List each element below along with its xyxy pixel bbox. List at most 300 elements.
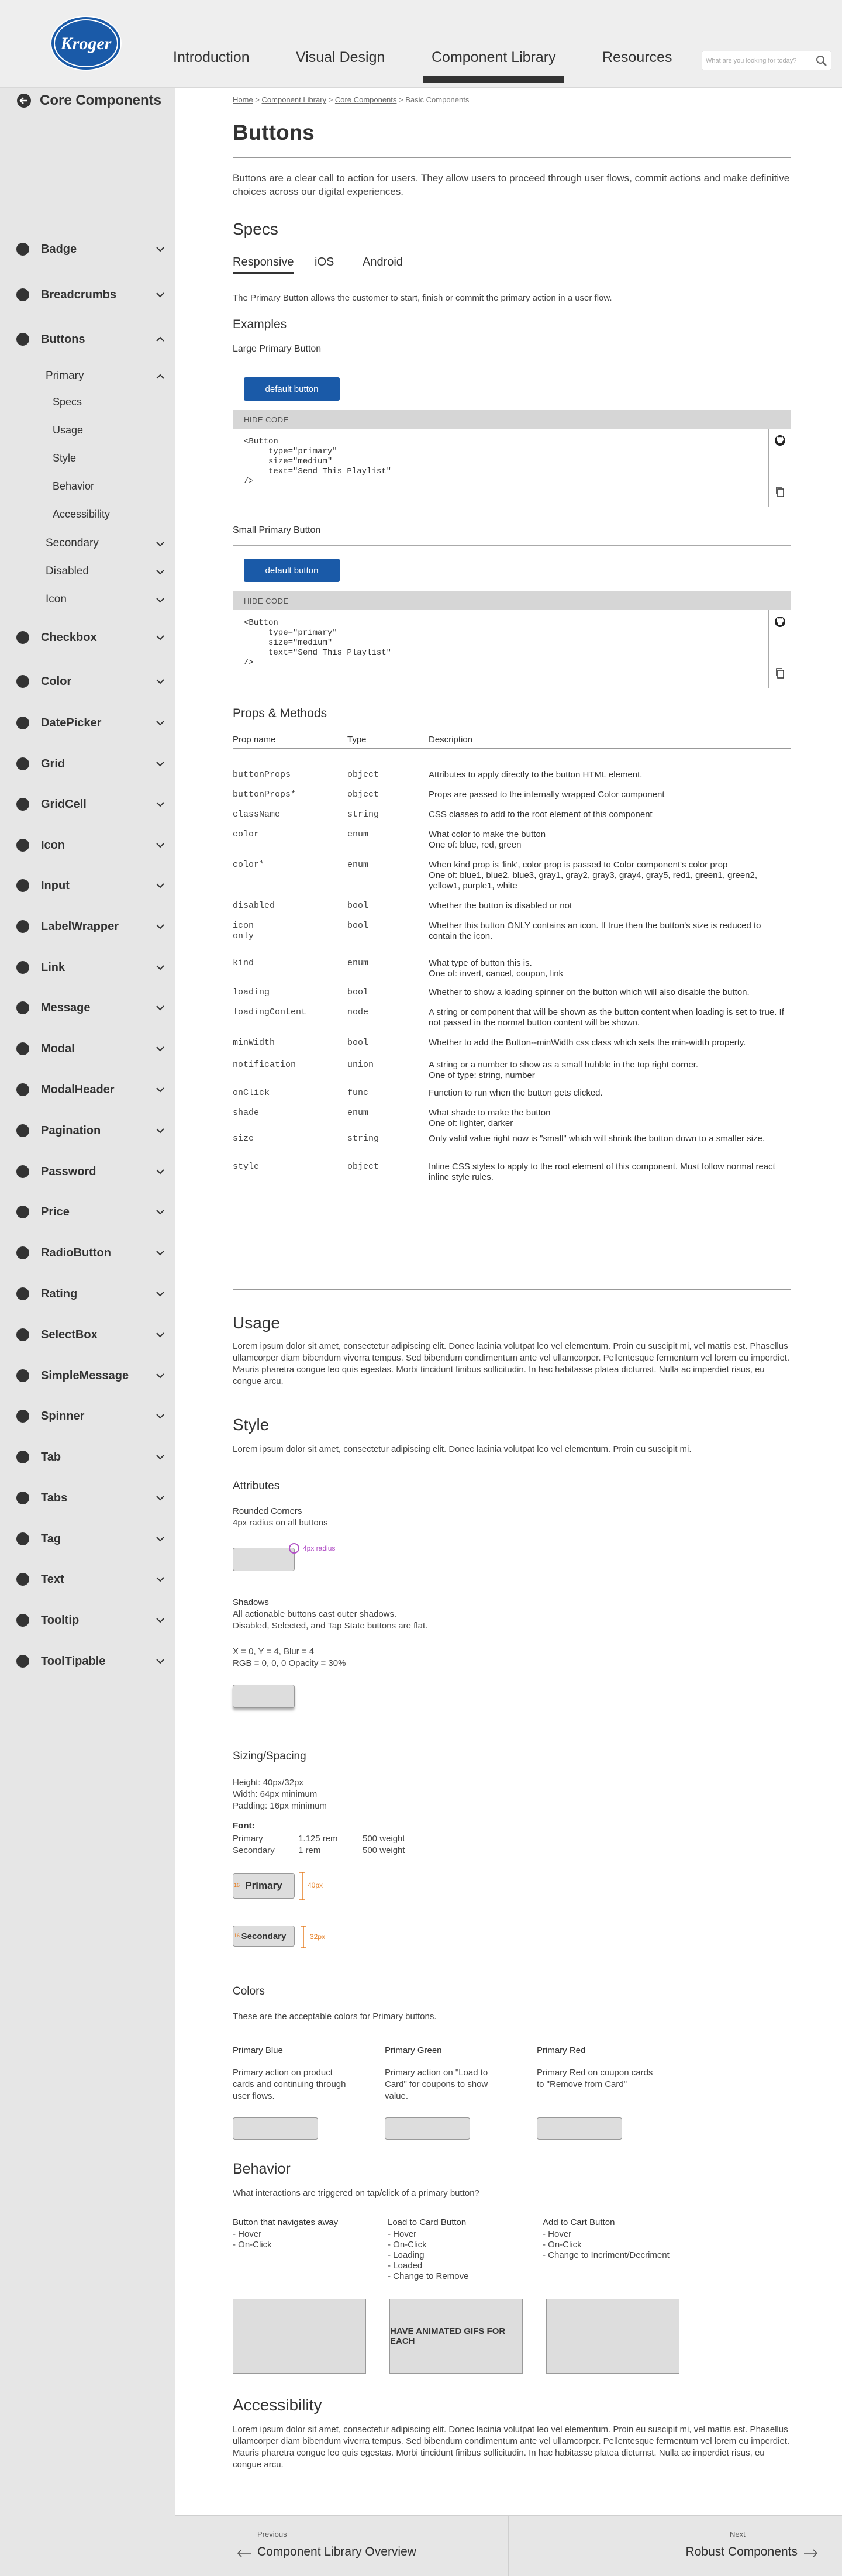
chevron-up-icon[interactable] bbox=[154, 371, 166, 383]
prop-description: What type of button this is. One of: invert, cancel, coupon, link bbox=[429, 958, 564, 979]
sidebar-item-label: Tooltip bbox=[41, 1613, 80, 1627]
primary-size-sample: Primary bbox=[233, 1873, 295, 1899]
behavior-item: - On-Click bbox=[388, 2240, 427, 2250]
code-snippet: <Button type="primary" size="medium" text="Send This Playlist" /> bbox=[244, 618, 392, 667]
hide-code-toggle[interactable]: HIDE CODE bbox=[233, 410, 791, 429]
behavior-item: - On-Click bbox=[233, 2240, 272, 2250]
color-swatch-button bbox=[537, 2117, 622, 2140]
chevron-down-icon[interactable] bbox=[154, 632, 166, 643]
sidebar-item-label: Tag bbox=[41, 1532, 61, 1545]
prop-name: minWidth bbox=[233, 1038, 275, 1048]
behavior-title: Behavior bbox=[233, 2161, 291, 2177]
bullet-icon bbox=[16, 1042, 29, 1055]
bullet-icon bbox=[16, 717, 29, 729]
sidebar-item-link[interactable] bbox=[16, 959, 166, 976]
sidebar-item-label: Price bbox=[41, 1205, 70, 1218]
sidebar-item-badge[interactable] bbox=[16, 240, 166, 258]
chevron-down-icon[interactable] bbox=[154, 717, 166, 729]
sidebar-item-message[interactable] bbox=[16, 999, 166, 1017]
font-secondary-label: Secondary bbox=[233, 1845, 275, 1855]
sidebar-item-label: Buttons bbox=[41, 332, 85, 346]
prop-name: className bbox=[233, 810, 281, 819]
prop-type: string bbox=[347, 810, 379, 819]
sizing-height: Height: 40px/32px bbox=[233, 1778, 303, 1788]
chevron-down-icon[interactable] bbox=[154, 839, 166, 851]
accessibility-title: Accessibility bbox=[233, 2396, 322, 2414]
chevron-down-icon[interactable] bbox=[154, 1655, 166, 1667]
shadows-desc-2: Disabled, Selected, and Tap State buttons are flat. bbox=[233, 1621, 428, 1631]
behavior-col-title: Add to Cart Button bbox=[543, 2217, 615, 2227]
sidebar-title-label: Core Components bbox=[40, 92, 162, 108]
main-content bbox=[175, 88, 842, 2576]
chevron-down-icon[interactable] bbox=[154, 243, 166, 255]
font-title: Font: bbox=[233, 1821, 255, 1831]
tab-android[interactable]: Android bbox=[363, 256, 403, 268]
github-icon[interactable] bbox=[774, 435, 786, 446]
sidebar-link-behavior[interactable] bbox=[53, 478, 94, 494]
color-desc: Primary Red on coupon cards to "Remove from Card" bbox=[537, 2068, 653, 2089]
page-intro: Buttons are a clear call to action for users. They allow users to proceed through user flows, commit actions and make definitive choices across our digital experiences. bbox=[233, 173, 790, 197]
page-footer bbox=[175, 2515, 842, 2576]
prop-description: Whether the button is disabled or not bbox=[429, 901, 572, 911]
sidebar-item-label: Text bbox=[41, 1572, 64, 1586]
chevron-up-icon[interactable] bbox=[154, 333, 166, 345]
padding-marker: 16 bbox=[234, 1933, 240, 1938]
prop-description: Inline CSS styles to apply to the root element of this component. Must follow normal react inline style rules. bbox=[429, 1162, 775, 1182]
prop-type: object bbox=[347, 1162, 379, 1172]
prop-name: buttonProps* bbox=[233, 790, 296, 800]
sidebar-subitem-label: Secondary bbox=[46, 537, 99, 549]
bullet-icon bbox=[16, 1573, 29, 1586]
bullet-icon bbox=[16, 288, 29, 301]
bullet-icon bbox=[16, 1614, 29, 1627]
radius-label: 4px radius bbox=[303, 1544, 336, 1552]
sidebar-item-simplemessage[interactable] bbox=[16, 1367, 166, 1385]
prop-description: Function to run when the button gets clicked. bbox=[429, 1088, 603, 1098]
rounded-desc: 4px radius on all buttons bbox=[233, 1518, 328, 1528]
sidebar-item-label: RadioButton bbox=[41, 1246, 111, 1259]
colors-title: Colors bbox=[233, 1985, 265, 1998]
prop-name: disabled bbox=[233, 901, 275, 911]
prop-type: bool bbox=[347, 901, 369, 911]
sidebar-item-datepicker[interactable] bbox=[16, 714, 166, 732]
bullet-icon bbox=[16, 1287, 29, 1300]
copy-icon[interactable] bbox=[774, 667, 786, 679]
sidebar-item-label: Color bbox=[41, 674, 72, 688]
chevron-down-icon[interactable] bbox=[154, 538, 166, 550]
prop-type: node bbox=[347, 1007, 369, 1017]
prop-description: A string or a number to show as a small bubble in the top right corner. One of type: string, number bbox=[429, 1060, 699, 1080]
shadows-desc-1: All actionable buttons cast outer shadows. bbox=[233, 1609, 397, 1619]
prop-type: bool bbox=[347, 987, 369, 997]
search-input[interactable] bbox=[706, 56, 809, 66]
gif-placeholder: HAVE ANIMATED GIFS FOR EACH bbox=[389, 2299, 523, 2374]
divider bbox=[233, 1289, 791, 1290]
prop-description: When kind prop is 'link', color prop is passed to Color component's color prop One of: blue1, blue2, blue3, gray1, gray2, gray3, gray4, gray5, red1, green1, green2, yellow1, purple1, white bbox=[429, 860, 758, 891]
nav-resources[interactable]: Resources bbox=[602, 49, 672, 66]
sidebar-item-checkbox[interactable] bbox=[16, 629, 166, 646]
padding-marker: 16 bbox=[234, 1882, 240, 1888]
sidebar-item-label: Icon bbox=[41, 838, 65, 852]
sizing-width: Width: 64px minimum bbox=[233, 1789, 318, 1799]
sidebar-item-color[interactable] bbox=[16, 673, 166, 690]
prop-type: union bbox=[347, 1060, 374, 1070]
prop-type: enum bbox=[347, 1108, 369, 1118]
sidebar-item-tab[interactable] bbox=[16, 1448, 166, 1466]
color-name: Primary Blue bbox=[233, 2045, 283, 2055]
sidebar-item-label: Tab bbox=[41, 1450, 61, 1463]
chevron-down-icon[interactable] bbox=[154, 880, 166, 891]
sidebar-subitem-label: Disabled bbox=[46, 565, 89, 577]
sidebar-link-accessibility[interactable] bbox=[53, 507, 110, 522]
color-desc: Primary action on "Load to Card" for coupons to show value. bbox=[385, 2068, 488, 2101]
color-name: Primary Red bbox=[537, 2045, 586, 2055]
height-40-indicator bbox=[298, 1872, 306, 1900]
next-title: Robust Components bbox=[685, 2545, 798, 2558]
large-primary-example bbox=[233, 364, 791, 507]
sidebar-item-password[interactable] bbox=[16, 1163, 166, 1180]
prop-type: bool bbox=[347, 1038, 369, 1048]
color-swatch-button bbox=[233, 2117, 318, 2140]
sidebar-item-price[interactable] bbox=[16, 1203, 166, 1221]
prop-description: Only valid value right now is "small" which will shrink the button down to a smaller size. bbox=[429, 1134, 765, 1144]
col-type: Type bbox=[347, 735, 367, 745]
chevron-down-icon[interactable] bbox=[154, 758, 166, 770]
col-description: Description bbox=[429, 735, 473, 745]
arrow-left-icon bbox=[236, 2549, 251, 2558]
font-primary-size: 1.125 rem bbox=[298, 1834, 338, 1844]
chevron-down-icon[interactable] bbox=[154, 1206, 166, 1218]
sidebar-subitem-disabled[interactable] bbox=[46, 563, 166, 580]
prop-name: buttonProps bbox=[233, 770, 291, 780]
gif-placeholder bbox=[233, 2299, 366, 2374]
prop-name: onClick bbox=[233, 1088, 270, 1098]
sidebar-item-gridcell[interactable] bbox=[16, 795, 166, 813]
chevron-down-icon[interactable] bbox=[154, 1166, 166, 1177]
code-actions bbox=[768, 610, 791, 688]
behavior-item: - Hover bbox=[388, 2229, 417, 2239]
sidebar-link-label: Behavior bbox=[53, 480, 95, 492]
sidebar-item-label: Spinner bbox=[41, 1409, 85, 1423]
props-title: Props & Methods bbox=[233, 707, 327, 720]
sidebar-item-label: Checkbox bbox=[41, 631, 97, 644]
prop-name: shade bbox=[233, 1108, 260, 1118]
bullet-icon bbox=[16, 1124, 29, 1137]
sidebar-link-label: Style bbox=[53, 452, 77, 464]
site-header bbox=[0, 0, 842, 88]
height-32-label: 32px bbox=[310, 1933, 326, 1941]
previous-title: Component Library Overview bbox=[257, 2545, 416, 2558]
bullet-icon bbox=[16, 920, 29, 933]
bullet-icon bbox=[16, 1410, 29, 1423]
tab-responsive[interactable]: Responsive bbox=[233, 256, 294, 268]
prop-type: bool bbox=[347, 921, 369, 931]
code-actions bbox=[768, 429, 791, 507]
chevron-down-icon[interactable] bbox=[154, 1043, 166, 1055]
prop-name: size bbox=[233, 1134, 254, 1144]
sidebar-item-tabs[interactable] bbox=[16, 1489, 166, 1507]
platform-tabs bbox=[233, 253, 791, 273]
chevron-down-icon[interactable] bbox=[154, 962, 166, 973]
nav-introduction[interactable]: Introduction bbox=[173, 49, 250, 66]
sidebar-item-labelwrapper[interactable] bbox=[16, 918, 166, 935]
behavior-item: - Change to Incriment/Decriment bbox=[543, 2250, 670, 2260]
sidebar-item-text[interactable] bbox=[16, 1571, 166, 1588]
code-snippet: <Button type="primary" size="medium" text="Send This Playlist" /> bbox=[244, 437, 392, 486]
arrow-right-icon bbox=[803, 2549, 819, 2558]
breadcrumb: Home > Component Library > Core Components > Basic Components bbox=[233, 95, 470, 104]
sidebar-item-label: ModalHeader bbox=[41, 1083, 115, 1096]
bullet-icon bbox=[16, 1532, 29, 1545]
attributes-title: Attributes bbox=[233, 1480, 280, 1492]
sidebar-item-label: Input bbox=[41, 879, 70, 892]
search-box bbox=[702, 51, 831, 70]
chevron-down-icon[interactable] bbox=[154, 1533, 166, 1545]
chevron-down-icon[interactable] bbox=[154, 1614, 166, 1626]
prop-name: color* bbox=[233, 860, 265, 870]
prop-type: object bbox=[347, 770, 379, 780]
chevron-down-icon[interactable] bbox=[154, 1370, 166, 1382]
examples-title: Examples bbox=[233, 318, 287, 331]
prop-description: Whether to show a loading spinner on the button which will also disable the button. bbox=[429, 987, 750, 997]
bullet-icon bbox=[16, 1451, 29, 1463]
behavior-item: - Loading bbox=[388, 2250, 425, 2260]
sidebar-item-breadcrumbs[interactable] bbox=[16, 286, 166, 304]
bullet-icon bbox=[16, 1165, 29, 1178]
sidebar-item-label: ToolTipable bbox=[41, 1654, 106, 1668]
prop-type: enum bbox=[347, 958, 369, 968]
color-swatch-button bbox=[385, 2117, 470, 2140]
sidebar-item-rating[interactable] bbox=[16, 1285, 166, 1303]
divider bbox=[233, 157, 791, 158]
font-secondary-size: 1 rem bbox=[298, 1845, 321, 1855]
tab-ios[interactable]: iOS bbox=[315, 256, 334, 268]
sidebar-item-label: SimpleMessage bbox=[41, 1369, 129, 1382]
previous-link[interactable] bbox=[175, 2516, 509, 2576]
chevron-down-icon[interactable] bbox=[154, 1329, 166, 1341]
sidebar-link-label: Accessibility bbox=[53, 508, 111, 520]
large-primary-title: Large Primary Button bbox=[233, 344, 322, 354]
bullet-icon bbox=[16, 798, 29, 811]
rounded-title: Rounded Corners bbox=[233, 1506, 302, 1516]
behavior-item: - Loaded bbox=[388, 2261, 423, 2271]
sidebar-item-icon[interactable] bbox=[16, 836, 166, 854]
sidebar-item-label: DatePicker bbox=[41, 716, 102, 729]
search-icon[interactable] bbox=[815, 54, 829, 68]
sidebar-item-label: Message bbox=[41, 1001, 91, 1014]
sidebar-item-tag[interactable] bbox=[16, 1530, 166, 1548]
default-button[interactable]: default button bbox=[244, 377, 340, 401]
prop-type: enum bbox=[347, 860, 369, 870]
kroger-logo[interactable] bbox=[50, 15, 122, 71]
github-icon[interactable] bbox=[774, 616, 786, 628]
font-primary-weight: 500 weight bbox=[363, 1834, 405, 1844]
prop-name: icon only bbox=[233, 921, 254, 941]
behavior-item: - Change to Remove bbox=[388, 2271, 469, 2281]
font-secondary-weight: 500 weight bbox=[363, 1845, 405, 1855]
height-32-indicator bbox=[299, 1926, 308, 1948]
prop-name: notification bbox=[233, 1060, 296, 1070]
colors-desc: These are the acceptable colors for Primary buttons. bbox=[233, 2012, 437, 2021]
sidebar-link-style[interactable] bbox=[53, 450, 76, 466]
next-link[interactable] bbox=[509, 2516, 842, 2576]
bullet-icon bbox=[16, 333, 29, 346]
prop-description: Whether this button ONLY contains an icon. If true then the button's size is reduced to contain the icon. bbox=[429, 921, 761, 941]
chevron-down-icon[interactable] bbox=[154, 1002, 166, 1014]
prop-description: Whether to add the Button--minWidth css class which sets the min-width property. bbox=[429, 1038, 746, 1048]
shadow-spec-1: X = 0, Y = 4, Blur = 4 bbox=[233, 1647, 315, 1657]
prop-description: CSS classes to add to the root element of this component bbox=[429, 810, 653, 819]
chevron-down-icon[interactable] bbox=[154, 566, 166, 578]
chevron-down-icon[interactable] bbox=[154, 594, 166, 606]
prop-description: A string or component that will be shown as the button content when loading is set to true. If not passed in the normal button content will be shown. bbox=[429, 1007, 784, 1028]
props-table-header bbox=[233, 735, 791, 749]
sidebar-item-radiobutton[interactable] bbox=[16, 1244, 166, 1262]
chevron-down-icon[interactable] bbox=[154, 676, 166, 687]
shadow-sample bbox=[233, 1685, 295, 1708]
sidebar-subitem-primary[interactable] bbox=[46, 368, 166, 384]
sidebar-item-label: GridCell bbox=[41, 797, 87, 811]
prop-name: loadingContent bbox=[233, 1007, 307, 1017]
style-text: Lorem ipsum dolor sit amet, consectetur adipiscing elit. Donec lacinia volutpat leo vel elementum. Proin eu suscipit mi. bbox=[233, 1444, 692, 1454]
sidebar-item-label: Tabs bbox=[41, 1491, 68, 1504]
next-label: Next bbox=[730, 2530, 746, 2539]
bullet-icon bbox=[16, 839, 29, 852]
prop-name: color bbox=[233, 829, 260, 839]
sidebar-link-label: Usage bbox=[53, 423, 84, 436]
secondary-size-sample: Secondary bbox=[233, 1926, 295, 1947]
rounded-corner-sample bbox=[233, 1548, 295, 1571]
sidebar-item-spinner[interactable] bbox=[16, 1407, 166, 1425]
sidebar-item-grid[interactable] bbox=[16, 755, 166, 773]
logo-text: Kroger bbox=[60, 34, 112, 53]
nav-component-library[interactable]: Component Library bbox=[432, 49, 556, 66]
sidebar-item-label: Grid bbox=[41, 757, 65, 770]
sidebar-item-label: Rating bbox=[41, 1287, 78, 1300]
default-button[interactable]: default button bbox=[244, 559, 340, 582]
bullet-icon bbox=[16, 1328, 29, 1341]
chevron-down-icon[interactable] bbox=[154, 1573, 166, 1585]
sidebar-link-label: Specs bbox=[53, 395, 82, 408]
sidebar-item-label: Pagination bbox=[41, 1124, 101, 1137]
sidebar-item-label: Link bbox=[41, 960, 65, 974]
primary-description: The Primary Button allows the customer to start, finish or commit the primary action in a user flow. bbox=[233, 293, 612, 303]
gif-placeholder bbox=[546, 2299, 679, 2374]
bullet-icon bbox=[16, 879, 29, 892]
prop-description: Attributes to apply directly to the button HTML element. bbox=[429, 770, 643, 780]
bullet-icon bbox=[16, 1083, 29, 1096]
copy-icon[interactable] bbox=[774, 486, 786, 498]
sidebar-link-specs[interactable] bbox=[53, 394, 82, 409]
prop-type: enum bbox=[347, 829, 369, 839]
chevron-down-icon[interactable] bbox=[154, 1084, 166, 1096]
behavior-col-title: Load to Card Button bbox=[388, 2217, 467, 2227]
bullet-icon bbox=[16, 631, 29, 644]
sidebar-subitem-secondary[interactable] bbox=[46, 535, 166, 552]
sidebar-item-label: Modal bbox=[41, 1042, 75, 1055]
chevron-down-icon[interactable] bbox=[154, 1247, 166, 1259]
back-arrow-icon[interactable] bbox=[16, 93, 32, 108]
bullet-icon bbox=[16, 961, 29, 974]
bullet-icon bbox=[16, 243, 29, 256]
bullet-icon bbox=[16, 675, 29, 688]
usage-title: Usage bbox=[233, 1314, 280, 1332]
breadcrumb-home[interactable]: Home bbox=[233, 95, 253, 104]
sidebar-item-label: SelectBox bbox=[41, 1328, 98, 1341]
prop-description: What shade to make the button One of: lighter, darker bbox=[429, 1108, 551, 1128]
sidebar-item-tooltipable[interactable] bbox=[16, 1652, 166, 1670]
sidebar-item-label: Breadcrumbs bbox=[41, 288, 116, 301]
small-primary-title: Small Primary Button bbox=[233, 525, 321, 535]
sidebar-title[interactable] bbox=[16, 92, 161, 109]
prop-name: style bbox=[233, 1162, 260, 1172]
behavior-col-title: Button that navigates away bbox=[233, 2217, 339, 2227]
chevron-down-icon[interactable] bbox=[154, 1410, 166, 1422]
hide-code-toggle[interactable]: HIDE CODE bbox=[233, 591, 791, 610]
sidebar-item-modalheader[interactable] bbox=[16, 1081, 166, 1098]
breadcrumb-component-library[interactable]: Component Library bbox=[261, 95, 327, 104]
prop-type: func bbox=[347, 1088, 369, 1098]
specs-title: Specs bbox=[233, 220, 278, 238]
col-prop-name: Prop name bbox=[233, 735, 276, 745]
sidebar-item-buttons[interactable] bbox=[16, 330, 166, 348]
sidebar-item-modal[interactable] bbox=[16, 1040, 166, 1058]
style-title: Style bbox=[233, 1416, 270, 1434]
breadcrumb-core-components[interactable]: Core Components bbox=[334, 95, 397, 104]
color-name: Primary Green bbox=[385, 2045, 442, 2055]
previous-label: Previous bbox=[257, 2530, 287, 2539]
prop-type: string bbox=[347, 1134, 379, 1144]
bullet-icon bbox=[16, 1492, 29, 1504]
chevron-down-icon[interactable] bbox=[154, 289, 166, 301]
chevron-down-icon[interactable] bbox=[154, 1492, 166, 1504]
behavior-item: - Hover bbox=[543, 2229, 572, 2239]
shadow-spec-2: RGB = 0, 0, 0 Opacity = 30% bbox=[233, 1658, 346, 1668]
height-40-label: 40px bbox=[308, 1881, 323, 1889]
sidebar-item-input[interactable] bbox=[16, 877, 166, 894]
sidebar-link-usage[interactable] bbox=[53, 422, 83, 438]
prop-name: kind bbox=[233, 958, 254, 968]
bullet-icon bbox=[16, 1246, 29, 1259]
chevron-down-icon[interactable] bbox=[154, 921, 166, 932]
font-primary-label: Primary bbox=[233, 1834, 263, 1844]
bullet-icon bbox=[16, 1655, 29, 1668]
sidebar-item-label: Badge bbox=[41, 242, 77, 256]
behavior-item: - On-Click bbox=[543, 2240, 582, 2250]
sidebar-subitem-icon[interactable] bbox=[46, 591, 166, 608]
usage-text: Lorem ipsum dolor sit amet, consectetur adipiscing elit. Donec lacinia volutpat leo vel elementum. Proin eu suscipit mi, vel mattis est. Phasellus ullamcorper diam bibendum viverra tempus. Sed bibendum condimentum ante vel ullamcorper. Pellentesque fermentum vel lorem eu imperdiet. Mauris pharetra congue leo quis egestas. Morbi tincidunt finibus sollicitudin. In hac habitasse platea dictumst. Nulla ac imperdiet risus, eu congue arcu. bbox=[233, 1341, 790, 1386]
sidebar-item-tooltip[interactable] bbox=[16, 1611, 166, 1629]
nav-visual-design[interactable]: Visual Design bbox=[296, 49, 385, 66]
prop-type: object bbox=[347, 790, 379, 800]
chevron-down-icon[interactable] bbox=[154, 1125, 166, 1137]
bullet-icon bbox=[16, 1206, 29, 1218]
behavior-desc: What interactions are triggered on tap/click of a primary button? bbox=[233, 2188, 479, 2198]
sidebar-subitem-label: Primary bbox=[46, 370, 84, 382]
sidebar-item-pagination[interactable] bbox=[16, 1122, 166, 1139]
page-title: Buttons bbox=[233, 120, 315, 144]
breadcrumb-current: Basic Components bbox=[405, 95, 470, 104]
sidebar-item-selectbox[interactable] bbox=[16, 1326, 166, 1344]
bullet-icon bbox=[16, 1369, 29, 1382]
chevron-down-icon[interactable] bbox=[154, 798, 166, 810]
chevron-down-icon[interactable] bbox=[154, 1451, 166, 1463]
prop-name: loading bbox=[233, 987, 270, 997]
small-primary-example bbox=[233, 545, 791, 688]
sidebar-subitem-label: Icon bbox=[46, 593, 67, 605]
chevron-down-icon[interactable] bbox=[154, 1288, 166, 1300]
accessibility-text: Lorem ipsum dolor sit amet, consectetur adipiscing elit. Donec lacinia volutpat leo vel elementum. Proin eu suscipit mi, vel mattis est. Phasellus ullamcorper diam bibendum viverra tempus. Sed bibendum condimentum ante vel ullamcorper. Pellentesque fermentum vel lorem eu imperdiet. Mauris pharetra congue leo quis egestas. Morbi tincidunt finibus sollicitudin. In hac habitasse platea dictumst. Nulla ac imperdiet risus, eu congue arcu. bbox=[233, 2425, 790, 2470]
